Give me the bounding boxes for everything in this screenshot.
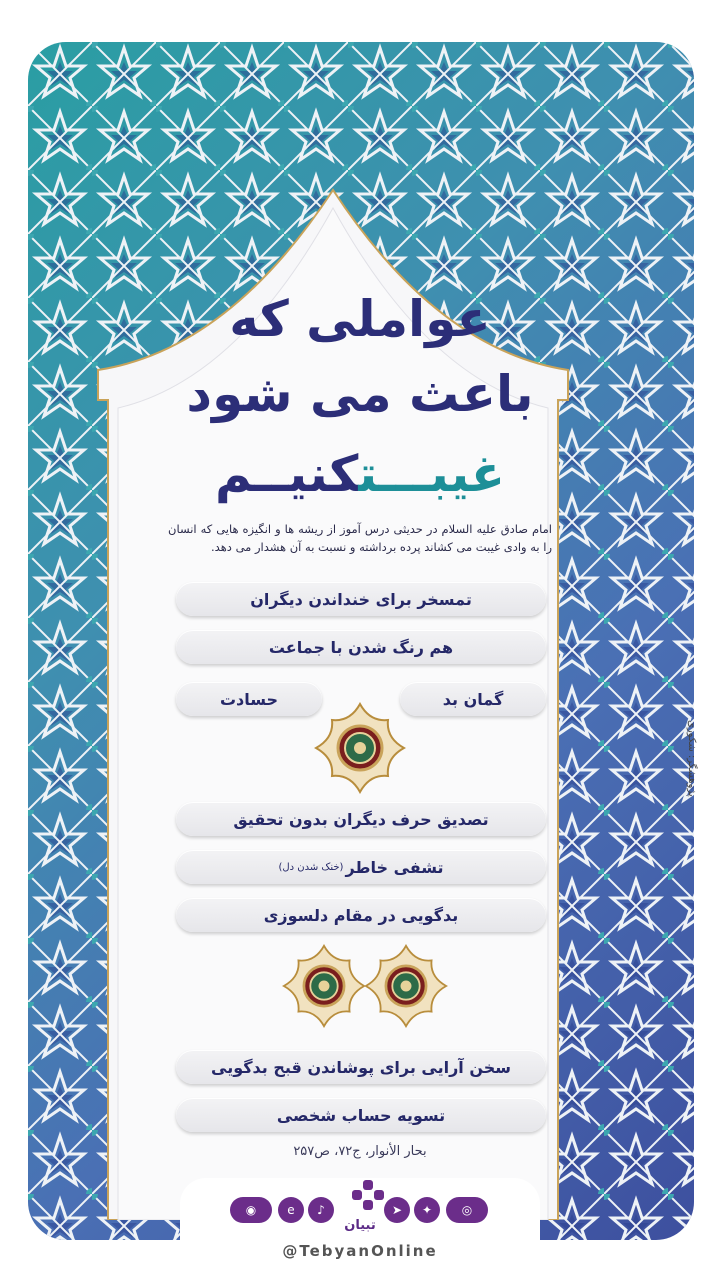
title-accent-word: غیبـــت [358,445,505,503]
researcher-credit: پژوهشگر: شکوری [686,720,697,797]
ornament-medallion-icon [282,944,366,1028]
ornament-medallion-icon [364,944,448,1028]
factor-item [176,1050,546,1084]
eitaa-icon[interactable]: e [278,1197,304,1223]
telegram-icon[interactable]: ➤ [384,1197,410,1223]
title-line-3-rest: کنیــم [215,445,359,503]
factor-item [176,682,322,716]
ornament-medallion-icon [314,702,406,794]
factor-item [176,1098,546,1132]
factor-label: هم رنگ شدن با جماعت [268,637,454,657]
brand-name: تبیان [344,1218,376,1233]
factor-item [176,850,546,884]
factor-label: حسادت [219,689,279,709]
title-line-3 [160,445,560,503]
intro-text: امام صادق علیه السلام در حدیثی درس آموز از ریشه ها و انگیزه هایی که انسان را به وادی غیبت می کشاند پرده برداشته و نسبت به آن هشدار می دهد. [168,522,552,554]
factor-label: تصدیق حرف دیگران بدون تحقیق [233,809,489,829]
factor-item [176,630,546,664]
factor-label: تشفی خاطر [345,857,444,877]
factor-item [176,802,546,836]
factor-label: تسویه حساب شخصی [276,1105,446,1125]
social-icons-group-left[interactable] [230,1197,272,1223]
factor-item [176,898,546,932]
factor-note: (خنک شدن دل) [278,861,344,873]
title-line-1: عواملی که [229,290,491,348]
factor-label: بدگویی در مقام دلسوزی [263,905,459,925]
source-reference: بحار الأنوار، ج۷۲، ص۲۵۷ [293,1144,427,1159]
twitter-icon[interactable]: ✦ [414,1197,440,1223]
factor-item [400,682,546,716]
factor-item [176,582,546,616]
factor-label: گمان بد [442,689,504,709]
instagram-icon[interactable]: ◎ [446,1197,488,1223]
title-line-2: باعث می شود [186,365,534,423]
social-handle[interactable]: @TebyanOnline [282,1242,438,1260]
music-icon[interactable]: ♪ [308,1197,334,1223]
factor-label: تمسخر برای خنداندن دیگران [250,589,472,609]
aparat-icon: ◉ [245,1203,257,1217]
factor-label: سخن آرایی برای پوشاندن قبح بدگویی [211,1057,512,1077]
